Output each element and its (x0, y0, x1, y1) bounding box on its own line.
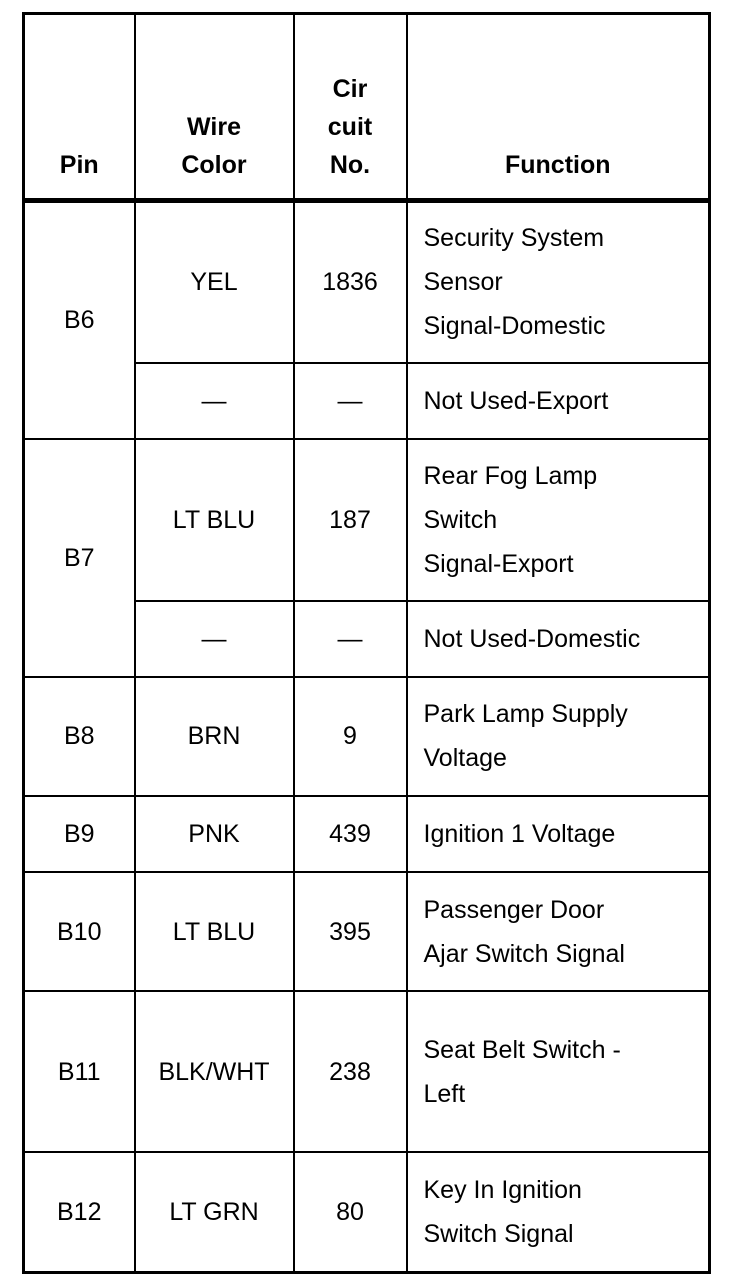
header-pin (24, 14, 135, 201)
function-cell (407, 796, 710, 872)
wire-color-cell: BRN (135, 677, 294, 796)
function-line: Sensor (423, 268, 503, 297)
circuit-cell: 395 (294, 872, 407, 991)
header-pin-label: Pin (59, 151, 99, 179)
function-cell (407, 991, 710, 1152)
wire-color-cell: — (135, 601, 294, 677)
function-cell (407, 363, 710, 439)
pin-cell: B6 (24, 201, 135, 439)
wire-color-cell: LT GRN (135, 1152, 294, 1272)
function-line: Not Used-Export (423, 386, 609, 415)
function-line: Security System (423, 224, 605, 253)
function-line: Park Lamp Supply (423, 700, 628, 729)
function-line: Rear Fog Lamp (423, 461, 598, 490)
function-cell (407, 872, 710, 991)
table-row (24, 991, 710, 1152)
function-line: Signal-Export (423, 549, 574, 578)
function-line: Switch (423, 505, 498, 534)
connector-pin-table (22, 12, 711, 1274)
header-row (24, 14, 710, 201)
function-cell (407, 601, 710, 677)
pin-cell: B7 (24, 439, 135, 677)
circuit-cell: — (294, 363, 407, 439)
header-circuit-no-line-2: cuit (327, 113, 373, 141)
wire-color-cell: YEL (135, 201, 294, 363)
header-wire-color-line-2: Color (181, 151, 247, 179)
function-line: Left (423, 1079, 466, 1108)
pin-cell: B12 (24, 1152, 135, 1272)
pin-cell: B8 (24, 677, 135, 796)
function-line: Seat Belt Switch - (423, 1035, 621, 1064)
function-line: Ajar Switch Signal (423, 939, 625, 968)
function-line: Signal-Domestic (423, 312, 606, 341)
header-wire-color (135, 14, 294, 201)
circuit-cell: 1836 (294, 201, 407, 363)
function-line: Voltage (423, 744, 507, 773)
function-cell (407, 201, 710, 363)
wire-color-cell: — (135, 363, 294, 439)
circuit-cell: 238 (294, 991, 407, 1152)
circuit-cell: 9 (294, 677, 407, 796)
table-row (24, 872, 710, 991)
function-cell (407, 439, 710, 601)
wire-color-cell: PNK (135, 796, 294, 872)
function-cell (407, 677, 710, 796)
header-wire-color-line-1: Wire (187, 113, 241, 141)
header-circuit-no-line-3: No. (329, 151, 371, 179)
wire-color-cell: BLK/WHT (135, 991, 294, 1152)
header-circuit-no (294, 14, 407, 201)
pin-cell: B11 (24, 991, 135, 1152)
function-line: Ignition 1 Voltage (423, 820, 616, 849)
function-line: Passenger Door (423, 895, 605, 924)
wire-color-cell: LT BLU (135, 439, 294, 601)
table-row (24, 796, 710, 872)
pin-cell: B9 (24, 796, 135, 872)
wire-color-cell: LT BLU (135, 872, 294, 991)
circuit-cell: 439 (294, 796, 407, 872)
circuit-cell: 187 (294, 439, 407, 601)
function-line: Not Used-Domestic (423, 624, 641, 653)
header-function (407, 14, 710, 201)
pin-cell: B10 (24, 872, 135, 991)
header-function-label: Function (504, 151, 611, 179)
table-row (24, 677, 710, 796)
header-circuit-no-line-1: Cir (332, 75, 368, 103)
table-row (24, 439, 710, 601)
circuit-cell: — (294, 601, 407, 677)
function-line: Switch Signal (423, 1220, 574, 1249)
table-row (24, 201, 710, 363)
function-line: Key In Ignition (423, 1176, 582, 1205)
table-row (24, 1152, 710, 1272)
circuit-cell: 80 (294, 1152, 407, 1272)
function-cell (407, 1152, 710, 1272)
